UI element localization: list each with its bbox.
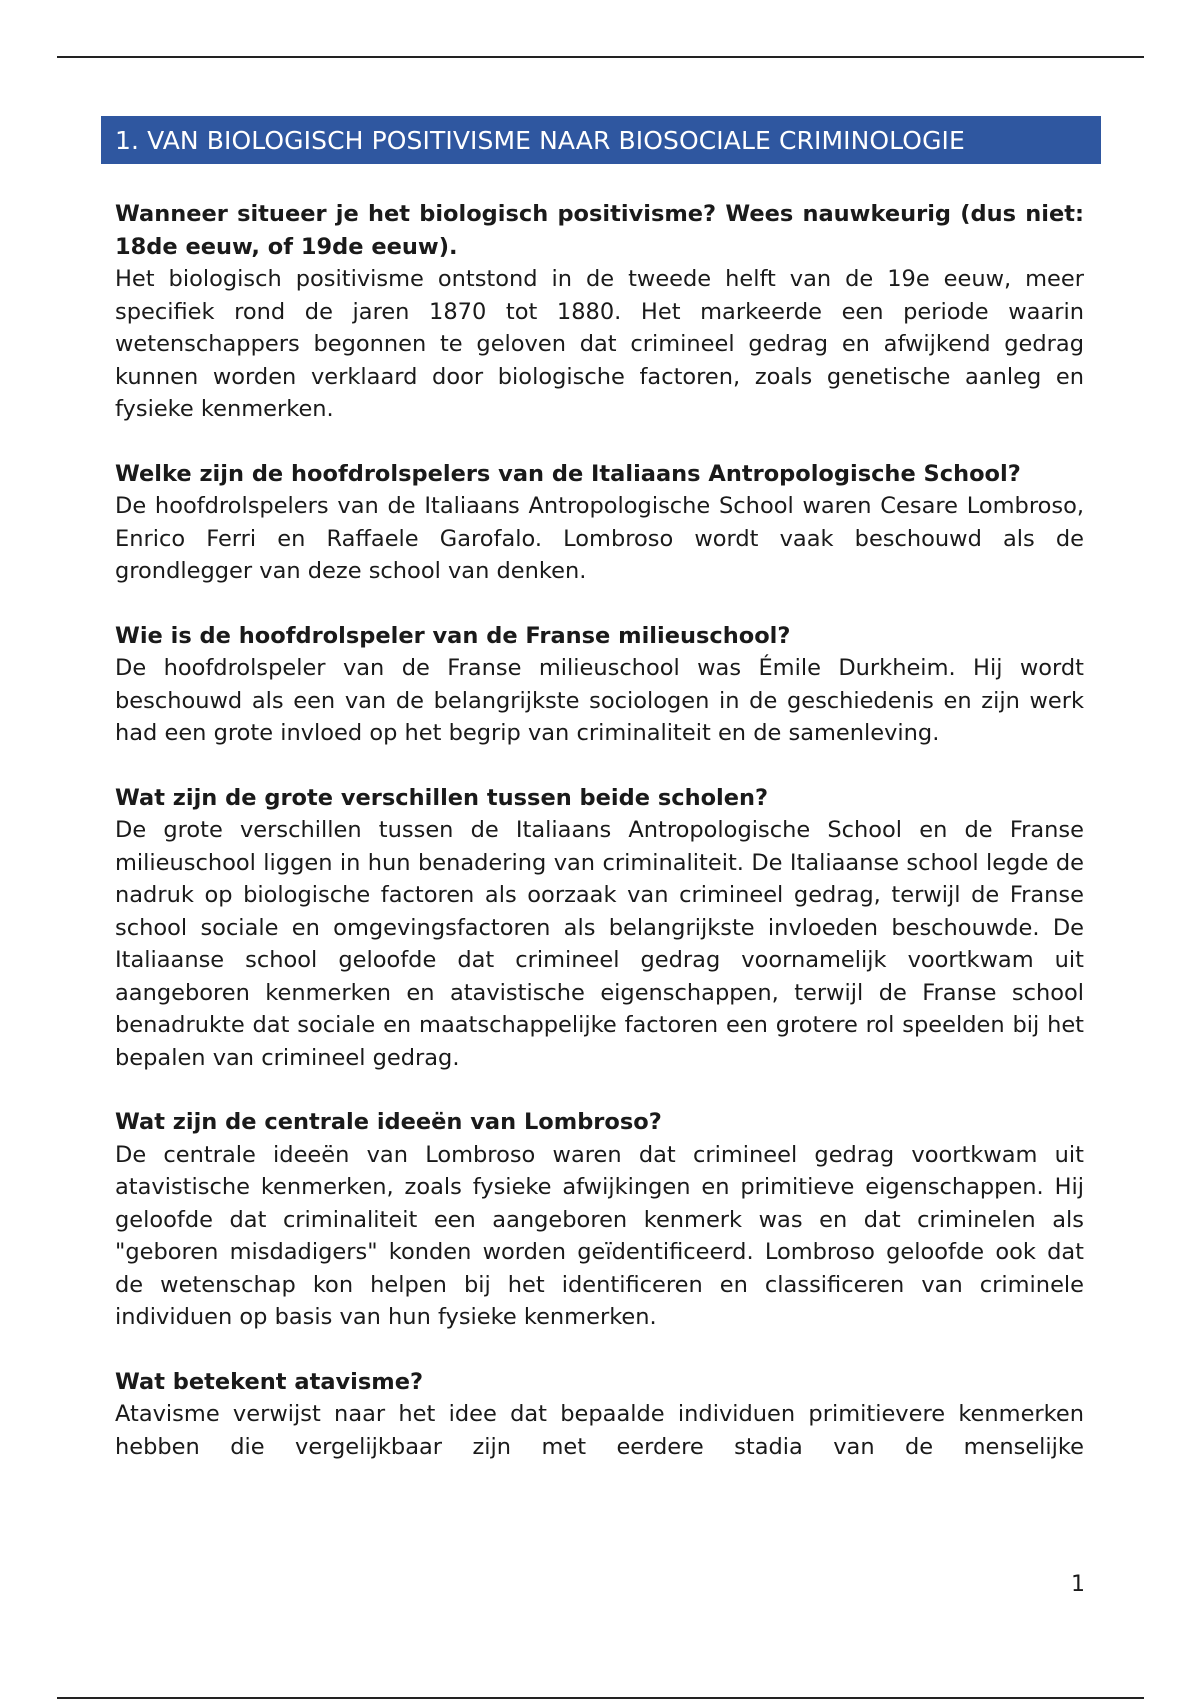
qa-block-3 (115, 620, 1084, 750)
question-5: Wat zijn de centrale ideeën van Lombroso? (115, 1109, 662, 1135)
qa-block-6 (115, 1366, 1084, 1464)
qa-block-1 (115, 198, 1084, 426)
page-number: 1 (1071, 1572, 1085, 1597)
question-3: Wie is de hoofdrolspeler van de Franse milieuschool? (115, 622, 791, 649)
section-heading-band (101, 116, 1101, 164)
question-4: Wat zijn de grote verschillen tussen beide scholen? (115, 784, 769, 811)
document-body (115, 198, 1084, 1495)
answer-5: De centrale ideeën van Lombroso waren dat crimineel gedrag voortkwam uit atavistische kenmerken, zoals fysieke afwijkingen en primitieve eigenschappen. Hij geloofde dat criminaliteit een aangeboren kenmerk was en dat criminelen als "geboren misdadigers" konden worden geïdentificeerd. Lombroso geloofde ook dat de wetenschap kon helpen bij het identificeren en classificeren van criminele individuen op basis van hun fysieke kenmerken. (115, 1141, 1084, 1330)
qa-block-4 (115, 782, 1084, 1075)
answer-1: Het biologisch positivisme ontstond in de tweede helft van de 19e eeuw, meer specifiek rond de jaren 1870 tot 1880. Het markeerde een periode waarin wetenschappers begonnen te geloven dat crimineel gedrag en afwijkend gedrag kunnen worden verklaard door biologische factoren, zoals genetische aanleg en fysieke kenmerken. (115, 266, 1084, 422)
qa-block-5 (115, 1106, 1084, 1334)
question-2: Welke zijn de hoofdrolspelers van de Italiaans Antropologische School? (115, 460, 1021, 487)
answer-6: Atavisme verwijst naar het idee dat bepaalde individuen primitievere kenmerken hebben die vergelijkbaar zijn met eerdere stadia van de menselijke (115, 1401, 1084, 1460)
answer-3: De hoofdrolspeler van de Franse milieuschool was Émile Durkheim. Hij wordt beschouwd als een van de belangrijkste sociologen in de geschiedenis en zijn werk had een grote invloed op het begrip van criminaliteit en de samenleving. (115, 655, 1084, 746)
question-6: Wat betekent atavisme? (115, 1368, 424, 1395)
bottom-rule (57, 1697, 1144, 1699)
qa-block-2 (115, 458, 1084, 588)
question-1: Wanneer situeer je het biologisch positivisme? Wees nauwkeurig (dus niet: 18de eeuw, of 19de eeuw). (115, 201, 1084, 260)
top-rule (57, 56, 1144, 58)
answer-4: De grote verschillen tussen de Italiaans Antropologische School en de Franse milieuschool liggen in hun benadering van criminaliteit. De Italiaanse school legde de nadruk op biologische factoren als oorzaak van crimineel gedrag, terwijl de Franse school sociale en omgevingsfactoren als belangrijkste invloeden beschouwde. De Italiaanse school geloofde dat crimineel gedrag voornamelijk voortkwam uit aangeboren kenmerken en atavistische eigenschappen, terwijl de Franse school benadrukte dat sociale en maatschappelijke factoren een grotere rol speelden bij het bepalen van crimineel gedrag. (115, 817, 1084, 1071)
section-heading: 1. VAN BIOLOGISCH POSITIVISME NAAR BIOSOCIALE CRIMINOLOGIE (115, 125, 965, 155)
answer-2: De hoofdrolspelers van de Italiaans Antropologische School waren Cesare Lombroso, Enrico Ferri en Raffaele Garofalo. Lombroso wordt vaak beschouwd als de grondlegger van deze school van denken. (115, 493, 1084, 584)
